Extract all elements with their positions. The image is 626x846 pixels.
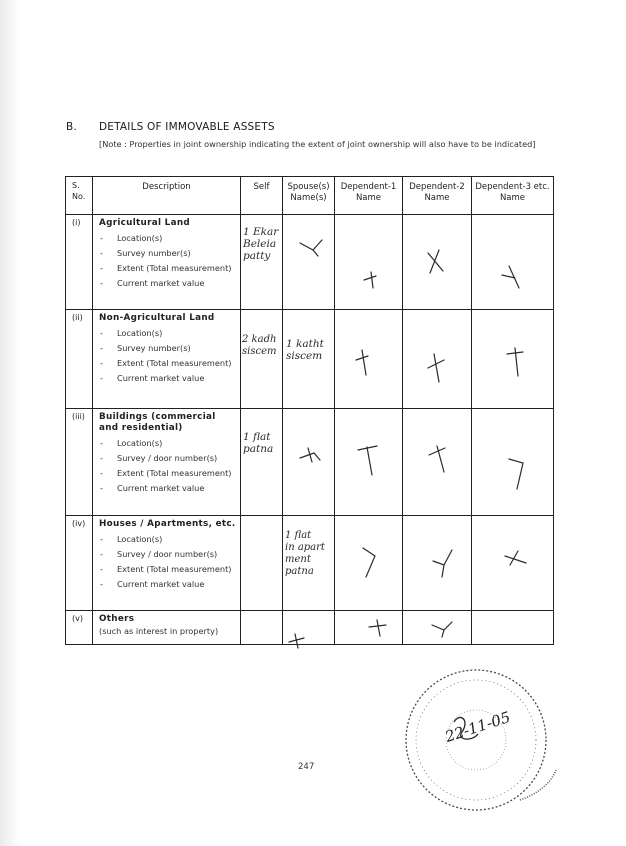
official-seal xyxy=(406,670,556,810)
scan-edge-shadow xyxy=(0,0,20,846)
immovable-assets-table xyxy=(65,176,554,645)
list-item: - Survey number(s) xyxy=(99,343,236,354)
header-sno: S. No. xyxy=(66,177,93,215)
row-description xyxy=(93,310,241,409)
row-category: Agricultural Land xyxy=(99,218,190,228)
dependent-3-cell xyxy=(472,215,554,310)
header-dependent-2: Dependent-2 Name xyxy=(403,177,472,215)
row-sno: (iv) xyxy=(66,516,93,611)
dependent-3-cell xyxy=(472,409,554,516)
list-item: - Current market value xyxy=(99,579,236,590)
row-category: Houses / Apartments, etc. xyxy=(99,519,236,529)
handwritten-self-entry: 2 kadh siscem xyxy=(242,334,277,357)
dependent-2-cell xyxy=(403,611,472,645)
self-cell xyxy=(241,611,283,645)
header-self: Self xyxy=(241,177,283,215)
dependent-2-cell xyxy=(403,215,472,310)
list-item: - Extent (Total measurement) xyxy=(99,564,236,575)
list-item: - Location(s) xyxy=(99,438,236,449)
row-item-list xyxy=(99,438,236,494)
header-spouse: Spouse(s) Name(s) xyxy=(283,177,335,215)
list-item: - Survey / door number(s) xyxy=(99,453,236,464)
row-item-list xyxy=(99,233,236,289)
row-sno: (ii) xyxy=(66,310,93,409)
dependent-1-cell xyxy=(335,310,403,409)
spouse-cell xyxy=(283,516,335,611)
table-row xyxy=(66,611,554,645)
list-item: - Location(s) xyxy=(99,328,236,339)
list-item: - Extent (Total measurement) xyxy=(99,358,236,369)
row-item-list xyxy=(99,328,236,384)
dependent-1-cell xyxy=(335,215,403,310)
dependent-1-cell xyxy=(335,611,403,645)
page-number: 247 xyxy=(298,762,315,772)
self-cell xyxy=(241,215,283,310)
self-cell xyxy=(241,310,283,409)
list-item: - Current market value xyxy=(99,483,236,494)
dependent-3-cell xyxy=(472,310,554,409)
table-row xyxy=(66,215,554,310)
row-item-list xyxy=(99,534,236,590)
self-cell xyxy=(241,409,283,516)
seal-date-handwriting: 22-11-05 xyxy=(442,708,513,746)
header-dependent-3: Dependent-3 etc. Name xyxy=(472,177,554,215)
dependent-2-cell xyxy=(403,310,472,409)
list-item: - Location(s) xyxy=(99,534,236,545)
self-cell xyxy=(241,516,283,611)
dependent-2-cell xyxy=(403,516,472,611)
header-description: Description xyxy=(93,177,241,215)
dependent-1-cell xyxy=(335,409,403,516)
row-sno: (i) xyxy=(66,215,93,310)
handwritten-self-entry: 1 flat patna xyxy=(243,431,274,455)
handwritten-self-entry: 1 Ekar Beleia patty xyxy=(243,226,279,262)
row-description xyxy=(93,215,241,310)
section-title: DETAILS OF IMMOVABLE ASSETS xyxy=(99,121,275,133)
table-row xyxy=(66,310,554,409)
list-item: - Extent (Total measurement) xyxy=(99,468,236,479)
list-item: - Extent (Total measurement) xyxy=(99,263,236,274)
list-item: - Location(s) xyxy=(99,233,236,244)
dependent-2-cell xyxy=(403,409,472,516)
list-item: - Survey number(s) xyxy=(99,248,236,259)
section-letter: B. xyxy=(66,121,77,133)
list-item: - Survey / door number(s) xyxy=(99,549,236,560)
dependent-3-cell xyxy=(472,611,554,645)
row-category: Non-Agricultural Land xyxy=(99,313,215,323)
row-category: Buildings (commercial and residential) xyxy=(99,412,216,433)
row-subtext: (such as interest in property) xyxy=(99,626,219,636)
row-description xyxy=(93,516,241,611)
table-row xyxy=(66,409,554,516)
spouse-cell xyxy=(283,310,335,409)
ownership-note: [Note : Properties in joint ownership indicating the extent of joint ownership will also have to be indicated] xyxy=(99,139,536,149)
spouse-cell xyxy=(283,611,335,645)
row-sno: (iii) xyxy=(66,409,93,516)
row-description xyxy=(93,409,241,516)
handwritten-spouse-entry: 1 flat in apart ment patna xyxy=(285,530,325,577)
spouse-cell xyxy=(283,409,335,516)
spouse-cell xyxy=(283,215,335,310)
dependent-1-cell xyxy=(335,516,403,611)
header-row xyxy=(66,177,554,215)
handwritten-spouse-entry: 1 katht siscem xyxy=(286,338,324,362)
row-category: Others xyxy=(99,614,135,624)
list-item: - Current market value xyxy=(99,278,236,289)
row-description xyxy=(93,611,241,645)
header-dependent-1: Dependent-1 Name xyxy=(335,177,403,215)
row-sno: (v) xyxy=(66,611,93,645)
list-item: - Current market value xyxy=(99,373,236,384)
dependent-3-cell xyxy=(472,516,554,611)
table-row xyxy=(66,516,554,611)
